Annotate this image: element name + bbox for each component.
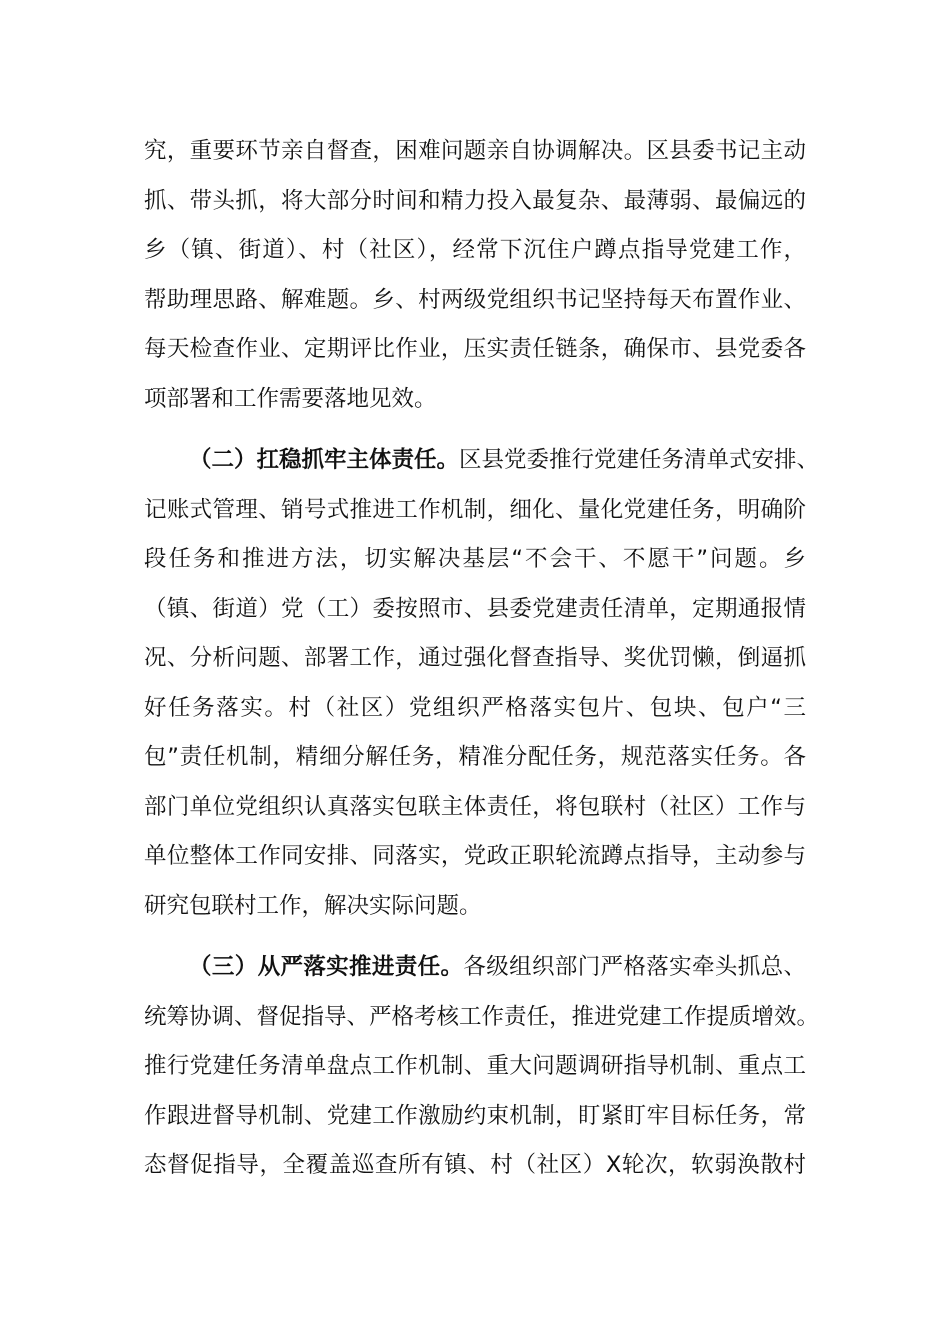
paragraph-line: 推行党建任务清单盘点工作机制、重大问题调研指导机制、重点工: [144, 1053, 806, 1079]
paragraph-line: 态督促指导，全覆盖巡查所有镇、村（社区）X轮次，软弱涣散村: [144, 1152, 806, 1178]
paragraph-1: [144, 127, 806, 424]
section-heading: （三）从严落实推进责任。: [189, 954, 464, 980]
paragraph-line: 记账式管理、销号式推进工作机制，细化、量化党建任务，明确阶: [144, 496, 806, 523]
paragraph-line: 研究包联村工作，解决实际问题。: [144, 892, 482, 919]
paragraph-first-line: [144, 436, 820, 486]
paragraph-line: 每天检查作业、定期评比作业，压实责任链条，确保市、县党委各: [144, 336, 806, 362]
paragraph-line: 作跟进督导机制、党建工作激励约束机制，盯紧盯牢目标任务，常: [144, 1102, 806, 1129]
paragraph-line: （镇、街道）党（工）委按照市、县委党建责任清单，定期通报情: [144, 595, 806, 622]
paragraph-2: [144, 436, 820, 931]
paragraph-first-line: [144, 943, 806, 993]
paragraph-line: 乡（镇、街道）、村（社区），经常下沉住户蹲点指导党建工作，: [144, 237, 806, 263]
paragraph-line: 抓、带头抓，将大部分时间和精力投入最复杂、最薄弱、最偏远的: [144, 187, 806, 214]
paragraph-line: 况、分析问题、部署工作，通过强化督查指导、奖优罚懒，倒逼抓: [144, 645, 806, 671]
section-heading: （二）扛稳抓牢主体责任。: [189, 447, 460, 473]
paragraph-text: 区县党委推行党建任务清单式安排、: [459, 447, 820, 473]
paragraph-line: 包”责任机制，精细分解任务，精准分配任务，规范落实任务。各: [144, 744, 806, 770]
paragraph-line: 好任务落实。村（社区）党组织严格落实包片、包块、包户“三: [144, 694, 806, 721]
paragraph-line: 究，重要环节亲自督查，困难问题亲自协调解决。区县委书记主动: [144, 138, 806, 164]
paragraph-line: 部门单位党组织认真落实包联主体责任，将包联村（社区）工作与: [144, 793, 806, 820]
paragraph-line: 项部署和工作需要落地见效。: [144, 385, 437, 412]
paragraph-line: 段任务和推进方法，切实解决基层“不会干、不愿干”问题。乡: [144, 546, 806, 572]
paragraph-text: 各级组织部门严格落实牵头抓总、: [463, 954, 806, 980]
paragraph-3: [144, 943, 820, 1191]
paragraph-line: 帮助理思路、解难题。乡、村两级党组织书记坚持每天布置作业、: [144, 286, 806, 313]
paragraph-line: 单位整体工作同安排、同落实，党政正职轮流蹲点指导，主动参与: [144, 843, 806, 869]
paragraph-line: 统筹协调、督促指导、严格考核工作责任，推进党建工作提质增效。: [144, 1003, 820, 1030]
